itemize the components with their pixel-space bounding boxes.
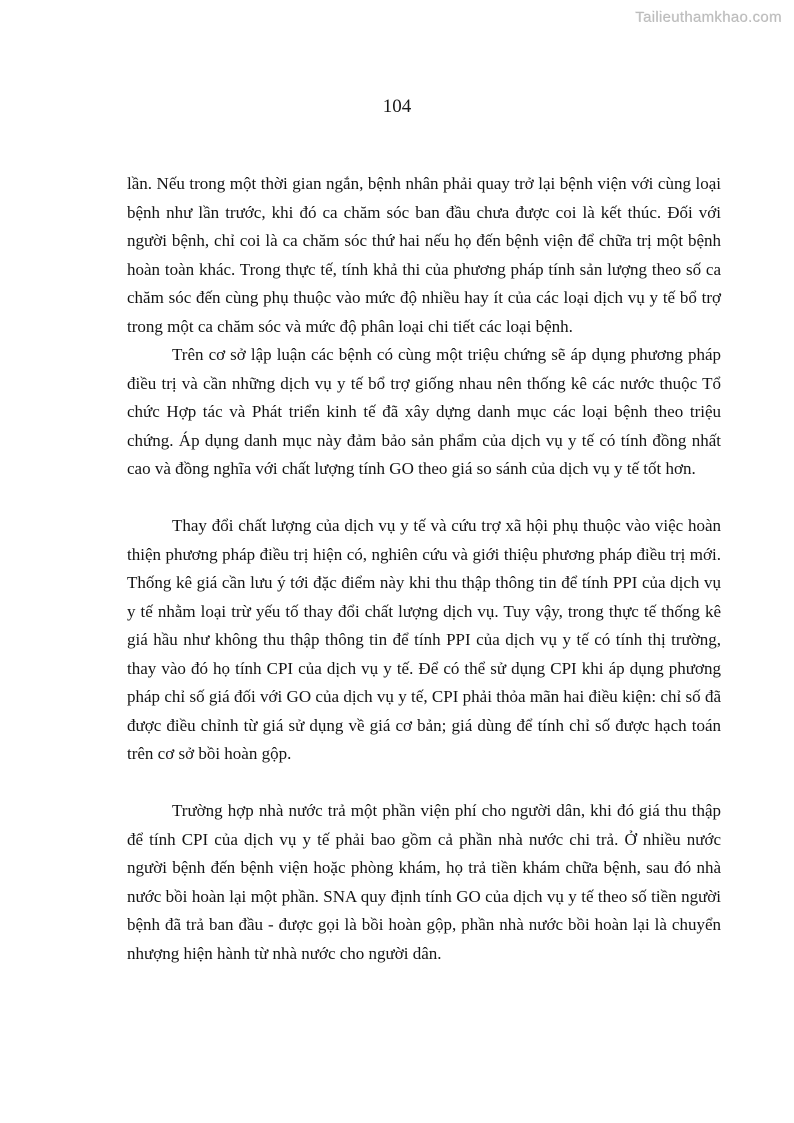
paragraph: lần. Nếu trong một thời gian ngắn, bệnh nhân phải quay trở lại bệnh viện với cùng loại bệnh như lần trước, khi đó ca chăm sóc ban đầu chưa được coi là kết thúc. Đối với người bệnh, chỉ coi là ca chăm sóc thứ hai nếu họ đến bệnh viện để chữa trị một bệnh hoàn toàn khác. Trong thực tế, tính khả thi của phương pháp tính sản lượng theo số ca chăm sóc đến cùng phụ thuộc vào mức độ nhiều hay ít của các loại dịch vụ y tế bổ trợ trong một ca chăm sóc và mức độ phân loại chi tiết các loại bệnh.: [127, 174, 721, 336]
page-number: 104: [382, 96, 412, 117]
paragraph: Thay đổi chất lượng của dịch vụ y tế và cứu trợ xã hội phụ thuộc vào việc hoàn thiện phương pháp điều trị hiện có, nghiên cứu và giới thiệu phương pháp điều trị mới. Thống kê giá cần lưu ý tới đặc điểm này khi thu thập thông tin để tính PPI của dịch vụ y tế nhằm loại trừ yếu tố thay đổi chất lượng dịch vụ. Tuy vậy, trong thực tế thống kê giá hầu như không thu thập thông tin để tính PPI của dịch vụ y tế có tính thị trường, thay vào đó họ tính CPI của dịch vụ y tế. Để có thể sử dụng CPI khi áp dụng phương pháp chỉ số giá đối với GO của dịch vụ y tế, CPI phải thỏa mãn hai điều kiện: chỉ số đã được điều chỉnh từ giá sử dụng về giá cơ bản; giá dùng để tính chỉ số được hạch toán trên cơ sở bồi hoàn gộp.: [127, 516, 721, 763]
watermark-text: Tailieuthamkhao.com: [635, 9, 782, 26]
paragraph: Trường hợp nhà nước trả một phần viện phí cho người dân, khi đó giá thu thập để tính CPI của dịch vụ y tế phải bao gồm cả phần nhà nước chi trả. Ở nhiều nước người bệnh đến bệnh viện hoặc phòng khám, họ trả tiền khám chữa bệnh, sau đó nhà nước bồi hoàn lại một phần. SNA quy định tính GO của dịch vụ y tế theo số tiền người bệnh đã trả ban đầu - được gọi là bồi hoàn gộp, phần nhà nước bồi hoàn lại là chuyển nhượng hiện hành từ nhà nước cho người dân.: [127, 801, 721, 963]
page-body: [127, 170, 721, 968]
paragraph: Trên cơ sở lập luận các bệnh có cùng một triệu chứng sẽ áp dụng phương pháp điều trị và cần những dịch vụ y tế bổ trợ giống nhau nên thống kê các nước thuộc Tổ chức Hợp tác và Phát triển kinh tế đã xây dựng danh mục các loại bệnh theo triệu chứng. Áp dụng danh mục này đảm bảo sản phẩm của dịch vụ y tế có tính đồng nhất cao và đồng nghĩa với chất lượng tính GO theo giá so sánh của dịch vụ y tế tốt hơn.: [127, 345, 721, 478]
